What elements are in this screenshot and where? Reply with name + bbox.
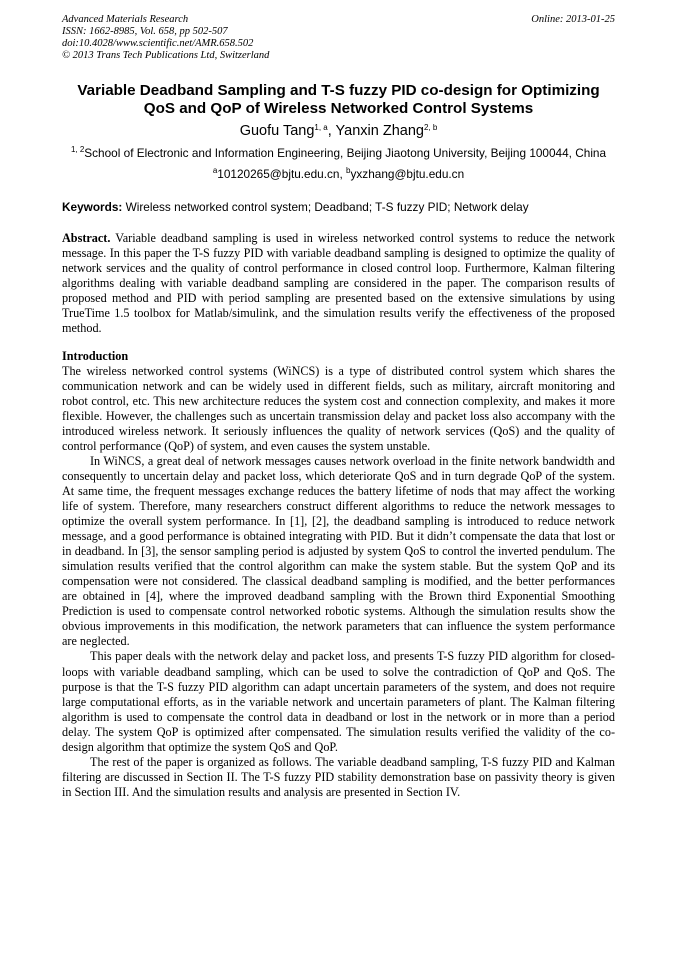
email-line xyxy=(62,166,615,182)
journal-copyright: © 2013 Trans Tech Publications Ltd, Switzerland xyxy=(62,50,270,61)
email-b-sup: b xyxy=(346,166,351,175)
abstract xyxy=(62,231,615,336)
abstract-label: Abstract. xyxy=(62,231,111,245)
section-heading-introduction: Introduction xyxy=(62,348,129,363)
journal-issn: ISSN: 1662-8985, Vol. 658, pp 502-507 xyxy=(62,26,228,37)
journal-info xyxy=(62,14,462,62)
abstract-text: Variable deadband sampling is used in wireless networked control systems to reduce the network message. In this paper the T-S fuzzy PID with variable deadband sampling is designed to optimize the quality of network services and the quality of control performance in closed control loop. Furthermore, Kalman filtering algorithms dealing with variable deadband sampling are considered in the paper. The comparison results of proposed method and PID with period sampling are presented based on the extensive simulations by using TrueTime 1.5 toolbox for Matlab/simulink, and the simulation results verify the effectiveness of the proposed method. xyxy=(62,231,615,336)
keywords-label: Keywords: xyxy=(62,200,123,214)
intro-paragraph-4: The rest of the paper is organized as follows. The variable deadband sampling, T-S fuzzy PID and Kalman filtering are discussed in Section II. The T-S fuzzy PID stability demonstration base on passivity theory is given in Section III. And the simulation results and analysis are presented in Section IV. xyxy=(62,754,615,799)
online-date: Online: 2013-01-25 xyxy=(531,14,615,25)
intro-paragraph-3: This paper deals with the network delay and packet loss, and presents T-S fuzzy PID algorithm for closed-loops with variable deadband sampling, which can be used to solve the contradiction of QoP and QoS. The purpose is that the T-S fuzzy PID algorithm can adapt uncertain parameters of the system, and does not require large computational efforts, as in the variable network and uncertain parameters of plant. The Kalman filtering algorithm is used to compensate the control data in deadband or lost in the network or in more than a period delay. The system QoP is optimized after compensated. The simulation results verified the validity of the co-design algorithm that optimize the system QoS and QoP. xyxy=(62,649,615,754)
author-1-sup: 1, a xyxy=(314,123,328,132)
intro-paragraph-1: The wireless networked control systems (WiNCS) is a type of distributed control system which shares the communication network and can be widely used in different fields, such as military, aircraft monitoring and robot control, etc. This new architecture reduces the system cost and connection complexity, and makes it more flexible. However, the challenges such as uncertain transmission delay and packet loss also accompany with the introduced wireless network. It seriously influences the quality of network services (QoS) and the quality of control performance (QoP) of system, and even causes the system unstable. xyxy=(62,363,615,453)
affiliation-text: School of Electronic and Information Engineering, Beijing Jiaotong University, Beijing 100044, China xyxy=(84,146,607,160)
paper-page xyxy=(62,14,615,800)
paper-title: Variable Deadband Sampling and T-S fuzzy PID co-design for Optimizing QoS and QoP of Wireless Networked Control Systems xyxy=(77,82,600,117)
author-2-sup: 2, b xyxy=(423,123,438,132)
keywords-text: Wireless networked control system; Deadband; T-S fuzzy PID; Network delay xyxy=(122,200,529,214)
email-b[interactable]: yxzhang@bjtu.edu.cn xyxy=(350,167,465,181)
affiliation xyxy=(62,145,615,161)
intro-paragraph-2: In WiNCS, a great deal of network messages causes network overload in the finite network bandwidth and consequently to uncertain delay and packet loss, which deteriorate QoS and in turn degrade QoP of the system. At same time, the frequent messages exchange reduces the battery lifetime of nods that may affect the working life of system. Therefore, many researchers construct different algorithms to reduce the network messages to optimize the overall system performance. In [1], [2], the deadband sampling is introduced to reduce network message, and a good performance is obtained integrating with PID. But it didn’t compensate the data that lost or in deadband. In [3], the sensor sampling period is adjusted by system QoS to control the inverted pendulum. The simulation results verified that the control algorithm can make the system stable. But the system QoP and its compensation were not considered. The classical deadband sampling is modified, and the better performances are obtained in [4], where the improved deadband sampling with the Brown third Exponential Smoothing Prediction is used to compensate control networked robotic systems. Although the simulation results show the obvious improvements in this modification, the network parameters that can influence the system performance are neglected. xyxy=(62,453,615,649)
journal-header xyxy=(62,14,615,64)
author-separator: , xyxy=(327,123,336,139)
email-a[interactable]: 10120265@bjtu.edu.cn xyxy=(217,167,340,181)
journal-name: Advanced Materials Research xyxy=(62,14,189,25)
author-2-name: Yanxin Zhang xyxy=(335,123,424,139)
author-line xyxy=(62,122,615,140)
keywords xyxy=(62,200,615,215)
email-separator: , xyxy=(339,167,347,181)
journal-doi: doi:10.4028/www.scientific.net/AMR.658.502 xyxy=(62,38,254,49)
email-a-sup: a xyxy=(212,166,218,175)
author-1-name: Guofu Tang xyxy=(239,123,315,139)
affiliation-sup: 1, 2 xyxy=(70,145,85,154)
